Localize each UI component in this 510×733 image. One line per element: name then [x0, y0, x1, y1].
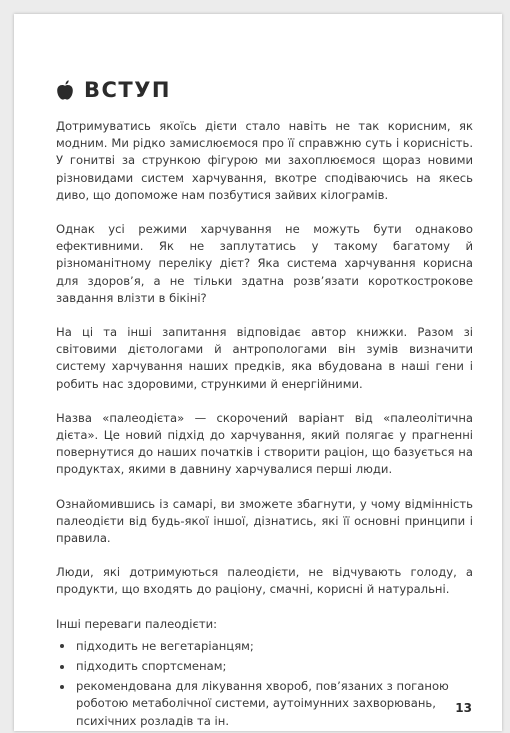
paragraph: Ознайомившись із самарі, ви зможете збагнути, у чому відмінність палеодієти від будь-якої іншої, дізнатись, які її основні принципи і правила.	[56, 496, 473, 546]
book-page	[14, 14, 502, 731]
body-text	[56, 118, 473, 733]
page-number: 13	[455, 701, 472, 715]
paragraph: Люди, які дотримуються палеодієти, не відчувають голоду, а продукти, що входять до раціону, смачні, корисні й натуральні.	[56, 565, 473, 597]
benefits-list	[56, 638, 473, 730]
list-item-text: рекомендована для лікування хвороб, пов’язаних з поганою роботою метаболічної системи, аутоімунних захворювань, психічних розладів та ін.	[76, 679, 449, 728]
chapter-heading	[56, 78, 171, 102]
list-item	[56, 638, 473, 655]
bullet-icon	[60, 685, 64, 689]
list-item	[56, 678, 473, 730]
bullet-icon	[60, 644, 64, 648]
list-intro: Інші переваги палеодієти:	[56, 616, 218, 631]
chapter-title: ВСТУП	[84, 78, 172, 102]
apple-icon	[56, 80, 74, 100]
paragraph: Назва «палеодієта» — скорочений варіант від «палеолітична дієта». Це новий підхід до харчування, який полягає у прагненні повернутися до наших початків і створити раціон, що базується на продуктах, якими в давнину харчувалися перші люди.	[56, 410, 473, 477]
list-item	[56, 658, 473, 675]
paragraph: Дотримуватись якоїсь дієти стало навіть не так корисним, як модним. Ми рідко замислюємося про її справжню суть і корисність. У гонитві за стрункою фігурою ми захоплюємося щораз новими різновидами систем харчування, вкотре сподіваючись на якесь диво, що допоможе нам позбутися зайвих кілограмів.	[56, 119, 473, 202]
paragraph: На ці та інші запитання відповідає автор книжки. Разом зі світовими дієтологами й антропологами він зумів визначити систему харчування наших предків, яка вбудована в наші гени і робить нас здоровими, стрункими й енергійними.	[56, 325, 473, 391]
bullet-icon	[60, 665, 64, 669]
list-item-text: підходить спортсменам;	[76, 659, 227, 674]
paragraph: Однак усі режими харчування не можуть бути однаково ефективними. Як не заплутатись у такому багатому й різноманітному переліку дієт? Яка система харчування корисна для здоров’я, а не тільки здатна розв’язати короткострокове завдання влізти в бікіні?	[56, 222, 473, 305]
list-item-text: підходить не вегетаріанцям;	[76, 638, 254, 653]
